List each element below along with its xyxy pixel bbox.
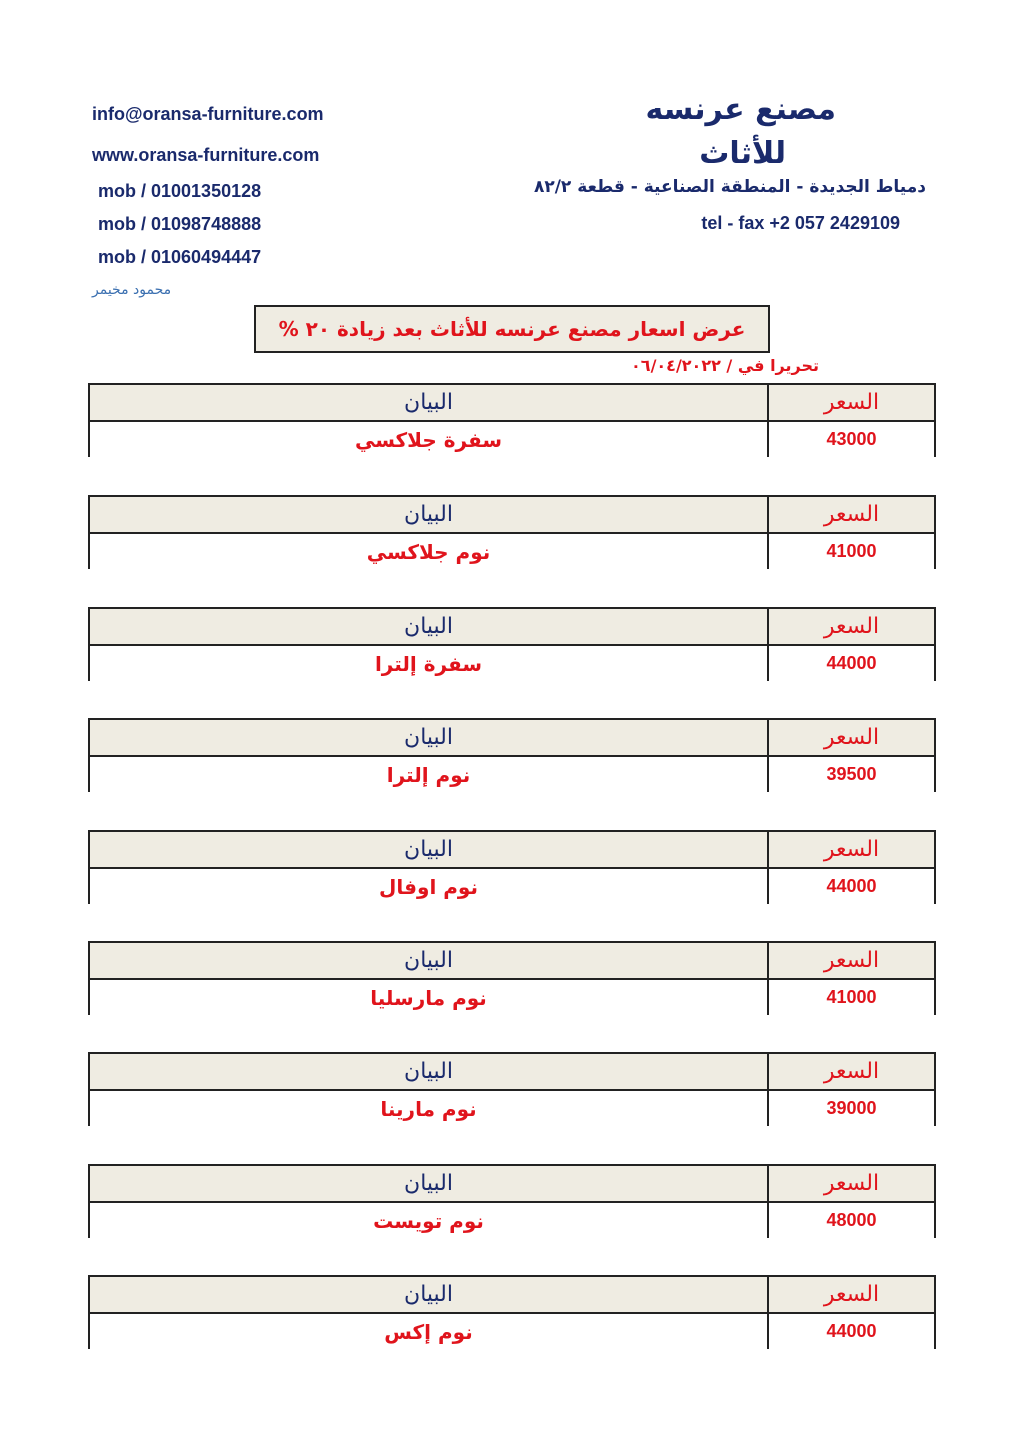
offer-title: عرض اسعار مصنع عرنسه للأثاث بعد زيادة ٢٠ % [278,317,746,341]
product-header-row [90,943,934,980]
product-description-cell [90,980,769,1015]
product-price: 43000 [826,429,877,449]
product-description-cell [90,869,769,904]
product-price: 39000 [826,1098,877,1118]
product-block [88,1275,936,1349]
offer-title-box [254,305,770,353]
description-header: البيان [404,614,453,639]
product-description: نوم إلترا [386,762,471,787]
product-header-row [90,497,934,534]
description-header-cell [90,497,769,532]
price-header: السعر [823,614,880,639]
product-description-cell [90,1091,769,1126]
price-header-cell [769,1277,934,1312]
description-header: البيان [404,1059,453,1084]
product-price-cell [769,646,934,681]
product-item-row [90,646,934,681]
price-header: السعر [823,1282,880,1307]
product-price-cell [769,534,934,569]
company-tel-fax: tel - fax +2 057 2429109 [701,213,900,233]
mobile-number-3: mob / 01060494447 [98,247,262,267]
website-url: www.oransa-furniture.com [92,145,320,165]
description-header-cell [90,1166,769,1201]
price-header-cell [769,497,934,532]
product-description: سفرة جلاكسي [354,427,503,452]
price-header: السعر [823,725,880,750]
price-header: السعر [823,837,880,862]
product-block [88,1164,936,1238]
product-price: 44000 [826,876,877,896]
product-header-row [90,1277,934,1314]
product-price: 39500 [826,764,877,784]
description-header-cell [90,943,769,978]
product-price: 44000 [826,1321,877,1341]
price-header-cell [769,943,934,978]
product-item-row [90,1203,934,1238]
product-block [88,1052,936,1126]
product-description: نوم إكس [384,1319,473,1344]
description-header-cell [90,609,769,644]
product-price-cell [769,869,934,904]
product-price-cell [769,1203,934,1238]
product-item-row [90,980,934,1015]
price-header: السعر [823,390,880,415]
product-description: سفرة إلترا [374,651,483,676]
product-description-cell [90,422,769,457]
price-header-cell [769,1054,934,1089]
price-header: السعر [823,1059,880,1084]
description-header: البيان [404,1282,453,1307]
product-block [88,495,936,569]
description-header-cell [90,1277,769,1312]
description-header-cell [90,720,769,755]
product-price: 44000 [826,653,877,673]
price-header-cell [769,385,934,420]
description-header-cell [90,1054,769,1089]
product-item-row [90,1091,934,1126]
product-block [88,383,936,457]
product-description: نوم اوفال [379,874,478,899]
product-header-row [90,832,934,869]
company-subtitle: للأثاث [699,136,786,171]
price-header: السعر [823,502,880,527]
email-address: info@oransa-furniture.com [92,104,324,124]
product-header-row [90,1166,934,1203]
mobile-number-1: mob / 01001350128 [98,181,262,201]
product-block [88,941,936,1015]
product-block [88,830,936,904]
product-description-cell [90,1314,769,1349]
product-item-row [90,757,934,792]
product-description-cell [90,757,769,792]
product-description-cell [90,646,769,681]
price-header-cell [769,720,934,755]
product-header-row [90,609,934,646]
product-price: 41000 [826,987,877,1007]
description-header: البيان [404,390,453,415]
product-description: نوم مارينا [380,1096,477,1121]
product-description: نوم تويست [373,1208,484,1233]
product-block [88,718,936,792]
product-description: نوم مارسليا [370,985,487,1010]
product-price-cell [769,422,934,457]
product-price-cell [769,1314,934,1349]
product-description: نوم جلاكسي [366,539,491,564]
description-header: البيان [404,725,453,750]
description-header: البيان [404,948,453,973]
product-price-cell [769,757,934,792]
price-header-cell [769,609,934,644]
mobile-number-2: mob / 01098748888 [98,214,262,234]
product-header-row [90,1054,934,1091]
price-header: السعر [823,948,880,973]
price-header-cell [769,1166,934,1201]
product-price-cell [769,980,934,1015]
product-block [88,607,936,681]
price-header-cell [769,832,934,867]
description-header: البيان [404,1171,453,1196]
company-name: مصنع عرنسه [645,92,836,127]
price-header: السعر [823,1171,880,1196]
product-item-row [90,534,934,569]
product-description-cell [90,1203,769,1238]
product-header-row [90,385,934,422]
description-header: البيان [404,502,453,527]
product-item-row [90,1314,934,1349]
offer-date: تحريرا في / ٠٦/٠٤/٢٠٢٢ [631,356,819,375]
product-item-row [90,422,934,457]
contact-person-name: محمود مخيمر [92,282,172,298]
description-header-cell [90,385,769,420]
product-header-row [90,720,934,757]
description-header-cell [90,832,769,867]
description-header: البيان [404,837,453,862]
product-price: 48000 [826,1210,877,1230]
product-price-cell [769,1091,934,1126]
product-price: 41000 [826,541,877,561]
product-description-cell [90,534,769,569]
product-item-row [90,869,934,904]
company-address: دمياط الجديدة - المنطقة الصناعية - قطعة ٨٢/٢ [533,177,926,197]
